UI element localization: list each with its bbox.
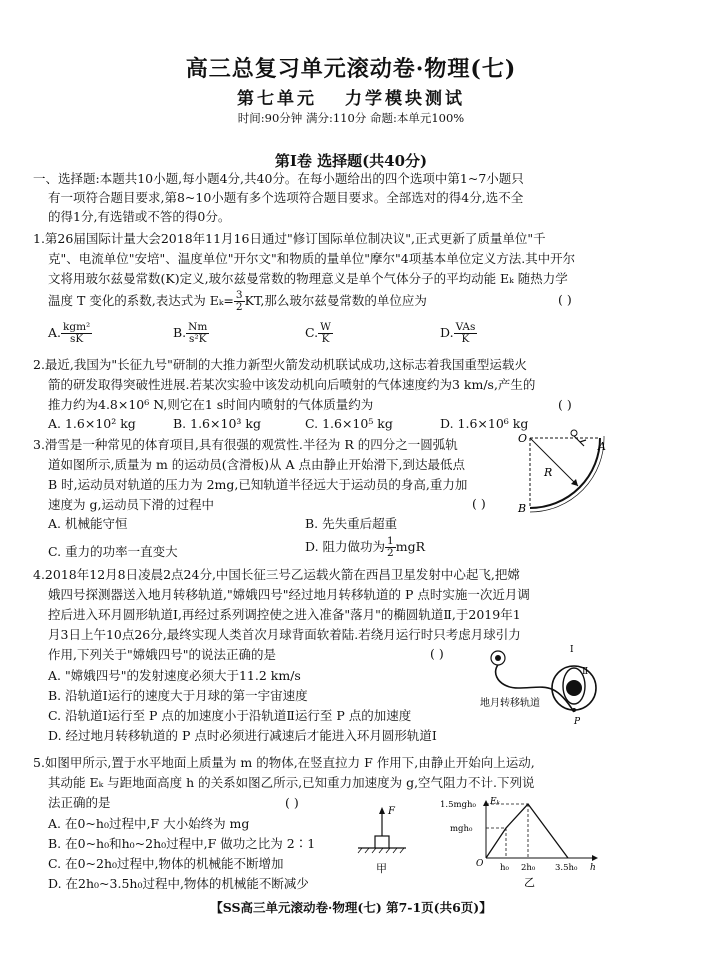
q5-option-a: A. 在0~h₀过程中,F 大小始终为 mg (48, 816, 250, 831)
q2-line: 推力约为4.8×10⁶ N,则它在1 s时间内喷射的气体质量约为 (48, 397, 374, 412)
q5-ek-curve (486, 804, 568, 858)
page-footer: 【SS高三单元滚动卷·物理(七) 第7-1页(共6页)】 (210, 900, 492, 915)
q3-label-b: B (518, 502, 527, 514)
q2-option-d: D. 1.6×10⁶ kg (440, 416, 529, 431)
unit-topic: 力学模块测试 (345, 89, 465, 109)
q5-x-tick-2h0: 2h₀ (521, 863, 536, 873)
unit-number: 第七单元 (237, 89, 317, 109)
q1-option-c: C. $\frac{W}{K}$ (305, 321, 331, 345)
unit-subtitle (0, 84, 702, 109)
q3-label-r: R (544, 466, 553, 479)
q5-ground-hatch (358, 848, 404, 853)
q2-option-b: B. 1.6×10³ kg (173, 416, 261, 431)
q5-x-tick-h0: h₀ (500, 863, 509, 873)
instructions-line: 一、选择题:本题共10小题,每小题4分,共40分。在每小题给出的四个选项中第1~7小题只 (33, 171, 524, 186)
q3-track-figure (508, 428, 612, 514)
q2-option-c: C. 1.6×10⁵ kg (305, 416, 393, 431)
q1-line: 克"、电流单位"安培"、温度单位"开尔文"和物质的量单位"摩尔"4项基本单位定义方法.其中开尔 (48, 251, 576, 266)
q5-x-tick-3.5h0: 3.5h₀ (555, 863, 578, 873)
page-title: 高三总复习单元滚动卷·物理(七) (185, 56, 517, 82)
q5-option-d: D. 在2h₀~3.5h₀过程中,物体的机械能不断减少 (48, 876, 309, 891)
q3-option-d: D. 阻力做功为 $\frac{1}{2}$ mgR (305, 535, 425, 559)
q3-line: B 时,运动员对轨道的压力为 2mg,已知轨道半径远大于运动员的身高,重力加 (48, 477, 468, 492)
q3-label-o: O (518, 432, 528, 445)
q3-option-a: A. 机械能守恒 (48, 516, 128, 531)
q5-x-label: h (590, 863, 596, 873)
q3-line: 速度为 g,运动员下滑的过程中 (48, 497, 214, 512)
q1-line-formula (48, 290, 427, 313)
q3-option-b: B. 先失重后超重 (305, 516, 398, 531)
q1-fraction: $\frac{3}{2}$ (235, 289, 243, 313)
q1-formula-post: KT,那么玻尔兹曼常数的单位应为 (244, 293, 427, 308)
q5-origin: O (476, 859, 484, 869)
arrow-up-icon (483, 800, 489, 806)
q1-answer-paren: ( ) (558, 292, 572, 307)
q4-line: 4.2018年12月8日凌晨2点24分,中国长征三号乙运载火箭在西昌卫星发射中心起飞,把嫦 (33, 567, 520, 582)
q1-line: 文将用玻尔兹曼常数(K)定义,玻尔兹曼常数的物理意义是单个气体分子的平均动能 Eₖ 随热力学 (48, 271, 568, 286)
q4-transfer-label: 地月转移轨道 (480, 698, 540, 709)
q1-formula-pre: 温度 T 变化的系数,表达式为 Eₖ= (48, 293, 234, 308)
q5-option-c: C. 在0~2h₀过程中,物体的机械能不断增加 (48, 856, 284, 871)
q1-option-d: D. $\frac{\text{VAs}}{K}$ (440, 321, 476, 345)
part-heading: 第Ⅰ卷 选择题(共40分) (274, 152, 428, 170)
arrow-right-icon (592, 855, 598, 861)
instructions-line: 有一项符合题目要求,第8~10小题有多个选项符合题目要求。全部选对的得4分,选不全 (48, 190, 524, 205)
q5-caption-jia: 甲 (376, 862, 387, 875)
q4-line: 娥四号探测器送入地月转移轨道,"嫦娥四号"经过地月转移轨道的 P 点时实施一次近月调 (48, 587, 530, 602)
q5-block (375, 836, 389, 848)
q5-y-label: Eₖ (490, 797, 500, 807)
q5-option-b: B. 在0~h₀和h₀~2h₀过程中,F 做功之比为 2∶1 (48, 836, 316, 851)
q3-radius-line (530, 438, 578, 486)
q5-line: 法正确的是 (48, 795, 111, 810)
q5-label-f: F (388, 806, 395, 817)
q4-point-p (572, 708, 576, 712)
q4-option-a: A. "嫦娥四号"的发射速度必须大于11.2 km/s (48, 668, 301, 683)
q4-label-p: P (574, 717, 581, 726)
q5-figure-yi (438, 796, 604, 894)
q3-line: 3.滑雪是一种常见的体育项目,具有很强的观赏性.半径为 R 的四分之一圆弧轨 (33, 437, 458, 452)
q5-figure-jia (354, 802, 410, 882)
q4-orbit-figure (474, 640, 598, 726)
q5-line: 其动能 Eₖ 与距地面高度 h 的关系如图乙所示,已知重力加速度为 g,空气阻力不计.下列说 (48, 775, 535, 790)
q5-line: 5.如图甲所示,置于水平地面上质量为 m 的物体,在竖直拉力 F 作用下,由静止开始向上运动, (33, 755, 535, 770)
q3-answer-paren: ( ) (472, 496, 486, 511)
q4-line: 控后进入环月圆形轨道Ⅰ,再经过系列调控使之进入准备"落月"的椭圆轨道Ⅱ,于2019年1 (48, 607, 521, 622)
q3-option-c: C. 重力的功率一直变大 (48, 544, 178, 559)
q5-y-tick-1.5: 1.5mgh₀ (440, 800, 476, 810)
q3-arc-outer (530, 436, 604, 512)
q4-option-c: C. 沿轨道Ⅰ运行至 P 点的加速度小于沿轨道Ⅱ运行至 P 点的加速度 (48, 708, 412, 723)
q4-label-I: Ⅰ (570, 645, 574, 655)
q4-option-d: D. 经过地月转移轨道的 P 点时必须进行减速后才能进入环月圆形轨道Ⅰ (48, 728, 437, 743)
q1-option-a: A. $\frac{\text{kgm²}}{sK}$ (48, 321, 91, 345)
q5-answer-paren: ( ) (285, 795, 299, 810)
q1-line: 1.第26届国际计量大会2018年11月16日通过"修订国际单位制决议",正式更新了质量单位"千 (33, 231, 546, 246)
moon-icon (566, 680, 582, 696)
skier-icon (571, 430, 586, 446)
arrow-up-icon (379, 807, 385, 814)
q2-line: 2.最近,我国为"长征九号"研制的大推力新型火箭发动机联试成功,这标志着我国重型运载火 (33, 357, 527, 372)
q3-label-a: A (598, 440, 606, 453)
exam-meta: 时间:90分钟 满分:110分 命题:本单元100% (237, 111, 465, 125)
q4-line: 月3日上午10点26分,最终实现人类首次月球背面软着陆.若绕月运行时只考虑月球引力 (48, 627, 521, 642)
q4-label-II: Ⅱ (582, 667, 589, 677)
q1-option-b: B. $\frac{Nm}{\text{s²K}}$ (173, 321, 208, 345)
q2-option-a: A. 1.6×10² kg (48, 416, 136, 431)
q5-caption-yi: 乙 (524, 876, 535, 889)
q4-answer-paren: ( ) (430, 646, 444, 661)
q4-option-b: B. 沿轨道Ⅰ运行的速度大于月球的第一宇宙速度 (48, 688, 308, 703)
q2-line: 箭的研发取得突破性进展.若某次实验中该发动机向后喷射的气体速度约为3 km/s,产生的 (48, 377, 536, 392)
q2-answer-paren: ( ) (558, 397, 572, 412)
q3-line: 道如图所示,质量为 m 的运动员(含滑板)从 A 点由静止开始滑下,到达最低点 (48, 457, 465, 472)
q4-line: 作用,下列关于"嫦娥四号"的说法正确的是 (48, 647, 276, 662)
q5-y-tick-1: mgh₀ (450, 824, 473, 834)
instructions-line: 的得1分,有选错或不答的得0分。 (48, 209, 231, 224)
